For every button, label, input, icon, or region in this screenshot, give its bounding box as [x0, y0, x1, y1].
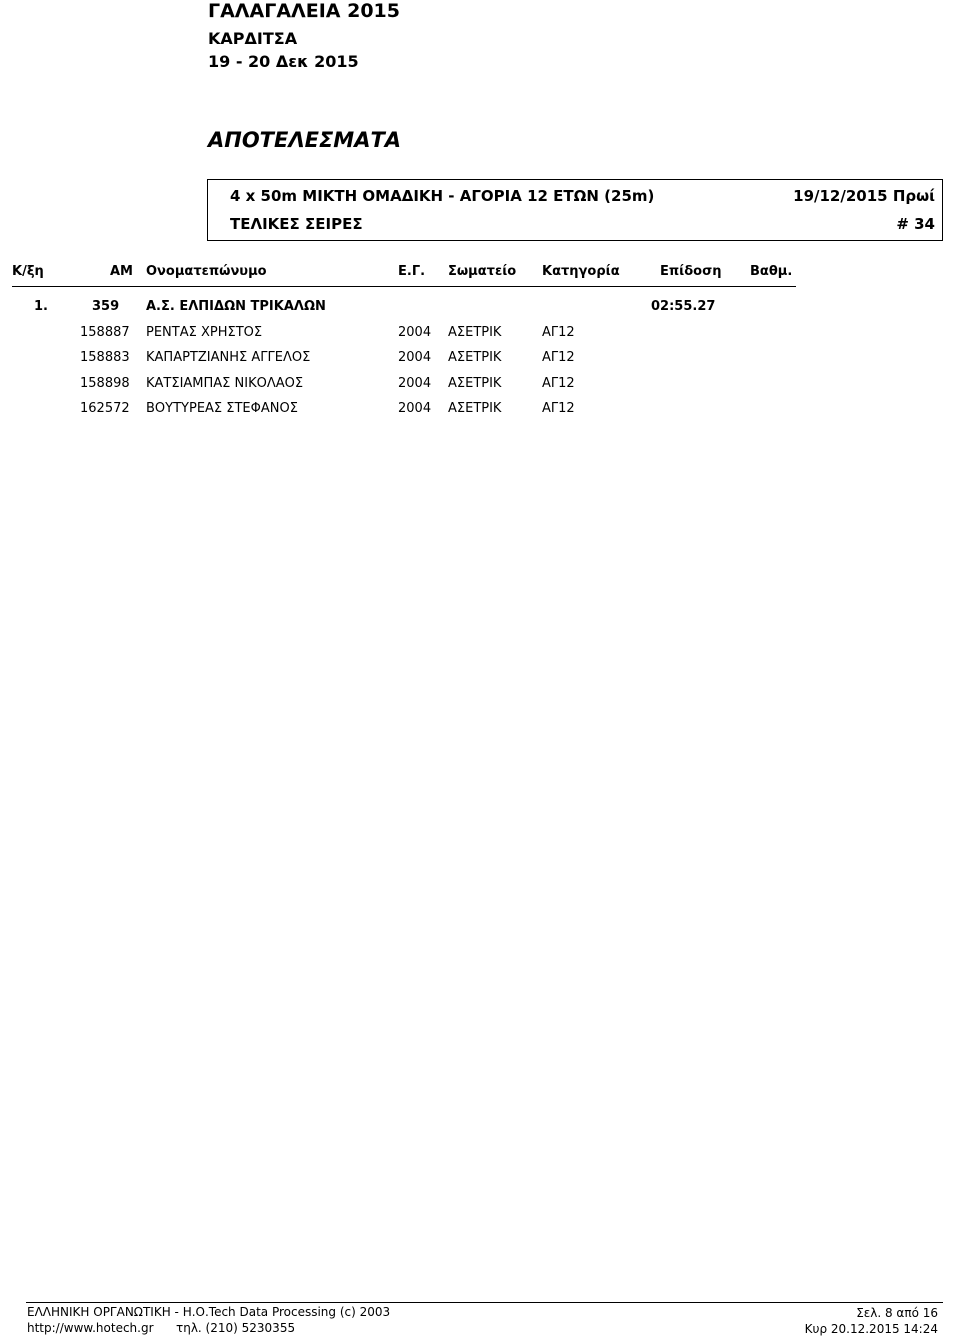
footer-printed: Κυρ 20.12.2015 14:24	[804, 1322, 938, 1336]
col-name: Ονοματεπώνυμο	[146, 264, 267, 279]
athlete-am: 158883	[80, 350, 130, 365]
team-time: 02:55.27	[651, 299, 716, 314]
athlete-am: 158898	[80, 376, 130, 391]
athlete-category: ΑΓ12	[542, 376, 575, 391]
athlete-year: 2004	[398, 350, 432, 365]
header-divider	[12, 286, 796, 287]
athlete-am: 158887	[80, 325, 130, 340]
athlete-year: 2004	[398, 401, 432, 416]
col-club: Σωματείο	[448, 264, 517, 279]
event-name: 4 x 50m ΜΙΚΤΗ ΟΜΑΔΙΚΗ - ΑΓΟΡΙΑ 12 ΕΤΩΝ (25m)	[230, 187, 655, 205]
event-date: 19/12/2015 Πρωί	[793, 187, 935, 205]
footer-phone: τηλ. (210) 5230355	[176, 1321, 296, 1335]
col-year: Ε.Γ.	[398, 264, 426, 279]
event-number: # 34	[896, 215, 935, 233]
athlete-club: ΑΣΕΤΡΙΚ	[448, 350, 502, 365]
athlete-year: 2004	[398, 376, 432, 391]
event-round: ΤΕΛΙΚΕΣ ΣΕΙΡΕΣ	[230, 215, 363, 233]
footer-divider	[26, 1302, 943, 1303]
athlete-name: ΚΑΠΑΡΤΖΙΑΝΗΣ ΑΓΓΕΛΟΣ	[146, 350, 311, 365]
footer-org: ΕΛΛΗΝΙΚΗ ΟΡΓΑΝΩΤΙΚΗ - Η.Ο.Tech Data Processing (c) 2003	[27, 1305, 391, 1319]
athlete-year: 2004	[398, 325, 432, 340]
competition-title: ΓΑΛΑΓΑΛΕΙΑ 2015	[208, 0, 400, 22]
athlete-category: ΑΓ12	[542, 350, 575, 365]
col-am: ΑΜ	[110, 264, 133, 279]
col-category: Κατηγορία	[542, 264, 620, 279]
event-box	[207, 179, 943, 241]
athlete-category: ΑΓ12	[542, 325, 575, 340]
team-name: Α.Σ. ΕΛΠΙΔΩΝ ΤΡΙΚΑΛΩΝ	[146, 299, 326, 314]
team-rank: 1.	[34, 299, 48, 314]
athlete-name: ΡΕΝΤΑΣ ΧΡΗΣΤΟΣ	[146, 325, 263, 340]
athlete-name: ΒΟΥΤΥΡΕΑΣ ΣΤΕΦΑΝΟΣ	[146, 401, 298, 416]
athlete-name: ΚΑΤΣΙΑΜΠΑΣ ΝΙΚΟΛΑΟΣ	[146, 376, 304, 391]
athlete-club: ΑΣΕΤΡΙΚ	[448, 325, 502, 340]
athlete-am: 162572	[80, 401, 130, 416]
col-rank: Κ/ξη	[12, 264, 44, 279]
team-am: 359	[92, 299, 120, 314]
footer-url[interactable]: http://www.hotech.gr	[27, 1321, 154, 1335]
footer-page: Σελ. 8 από 16	[856, 1306, 938, 1320]
col-time: Επίδοση	[660, 264, 722, 279]
competition-dates: 19 - 20 Δεκ 2015	[208, 52, 359, 71]
col-points: Βαθμ.	[750, 264, 793, 279]
athlete-club: ΑΣΕΤΡΙΚ	[448, 401, 502, 416]
results-heading: ΑΠΟΤΕΛΕΣΜΑΤΑ	[208, 128, 402, 152]
athlete-club: ΑΣΕΤΡΙΚ	[448, 376, 502, 391]
competition-city: ΚΑΡΔΙΤΣΑ	[208, 29, 298, 48]
athlete-category: ΑΓ12	[542, 401, 575, 416]
